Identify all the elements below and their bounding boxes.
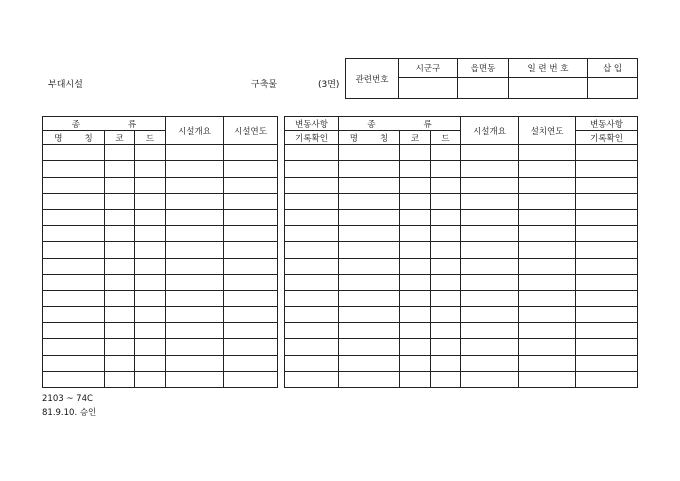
table-cell[interactable] — [224, 210, 278, 226]
table-cell[interactable] — [431, 177, 461, 193]
table-cell[interactable] — [285, 274, 339, 290]
table-cell[interactable] — [461, 307, 519, 323]
table-cell[interactable] — [461, 242, 519, 258]
table-cell[interactable] — [105, 371, 135, 387]
table-row — [43, 161, 278, 177]
ref-col-serial: 일 련 번 호 — [509, 59, 588, 78]
table-row — [43, 145, 278, 161]
kind-header-right: 종 류 — [339, 117, 461, 131]
table-cell[interactable] — [431, 307, 461, 323]
table-cell[interactable] — [576, 371, 638, 387]
table-cell[interactable] — [224, 177, 278, 193]
table-cell[interactable] — [285, 145, 339, 161]
table-cell[interactable] — [43, 161, 105, 177]
table-cell[interactable] — [135, 145, 166, 161]
table-cell[interactable] — [166, 258, 224, 274]
table-cell[interactable] — [135, 274, 166, 290]
table-row — [43, 371, 278, 387]
table-cell[interactable] — [166, 307, 224, 323]
code-header-right-b: 드 — [431, 131, 461, 145]
table-cell[interactable] — [285, 339, 339, 355]
code-header-right: 드 — [135, 131, 166, 145]
table-cell[interactable] — [519, 290, 576, 306]
ref-field-serial[interactable] — [509, 78, 588, 99]
table-cell[interactable] — [105, 274, 135, 290]
table-cell[interactable] — [285, 242, 339, 258]
table-cell[interactable] — [43, 226, 105, 242]
table-cell[interactable] — [105, 193, 135, 209]
table-cell[interactable] — [519, 161, 576, 177]
table-cell[interactable] — [285, 307, 339, 323]
table-cell[interactable] — [135, 242, 166, 258]
table-cell[interactable] — [519, 323, 576, 339]
table-row — [43, 290, 278, 306]
table-cell[interactable] — [431, 226, 461, 242]
table-cell[interactable] — [166, 161, 224, 177]
table-cell[interactable] — [576, 258, 638, 274]
table-cell[interactable] — [339, 290, 400, 306]
table-cell[interactable] — [224, 161, 278, 177]
table-cell[interactable] — [431, 258, 461, 274]
building-label: 구축물 — [251, 80, 278, 90]
table-row — [43, 226, 278, 242]
table-cell[interactable] — [339, 210, 400, 226]
table-cell[interactable] — [224, 193, 278, 209]
table-row — [43, 323, 278, 339]
change2-header-top: 변동사항 — [576, 117, 638, 131]
table-row — [43, 258, 278, 274]
table-cell[interactable] — [43, 323, 105, 339]
table-cell[interactable] — [224, 258, 278, 274]
approval-date: 81.9.10. 승인 — [42, 408, 97, 418]
table-cell[interactable] — [519, 242, 576, 258]
table-cell[interactable] — [339, 145, 400, 161]
table-cell[interactable] — [431, 274, 461, 290]
table-cell[interactable] — [339, 193, 400, 209]
table-cell[interactable] — [431, 339, 461, 355]
table-cell[interactable] — [519, 210, 576, 226]
change2-header-bottom: 기록확인 — [576, 131, 638, 145]
table-cell[interactable] — [519, 145, 576, 161]
table-cell[interactable] — [105, 339, 135, 355]
table-row — [43, 355, 278, 371]
table-cell[interactable] — [576, 177, 638, 193]
table-cell[interactable] — [105, 177, 135, 193]
table-row — [43, 274, 278, 290]
table-cell[interactable] — [400, 177, 431, 193]
table-cell[interactable] — [576, 145, 638, 161]
table-cell[interactable] — [431, 242, 461, 258]
table-cell[interactable] — [400, 193, 431, 209]
table-cell[interactable] — [431, 145, 461, 161]
ref-col-town: 읍면동 — [458, 59, 509, 78]
table-cell[interactable] — [400, 371, 431, 387]
table-cell[interactable] — [105, 258, 135, 274]
table-cell[interactable] — [576, 161, 638, 177]
table-cell[interactable] — [285, 210, 339, 226]
table-cell[interactable] — [576, 339, 638, 355]
table-cell[interactable] — [224, 145, 278, 161]
reference-number-table — [345, 58, 638, 99]
table-row — [43, 177, 278, 193]
table-cell[interactable] — [339, 242, 400, 258]
table-cell[interactable] — [431, 193, 461, 209]
table-cell[interactable] — [576, 242, 638, 258]
code-header-right-a: 코 — [400, 131, 431, 145]
table-cell[interactable] — [400, 307, 431, 323]
table-cell[interactable] — [576, 323, 638, 339]
table-row — [43, 210, 278, 226]
table-cell[interactable] — [135, 177, 166, 193]
ref-field-insert[interactable] — [588, 78, 638, 99]
table-cell[interactable] — [339, 371, 400, 387]
change-header-bottom: 기록확인 — [285, 131, 339, 145]
table-cell[interactable] — [576, 274, 638, 290]
table-cell[interactable] — [519, 193, 576, 209]
table-cell[interactable] — [519, 339, 576, 355]
table-cell[interactable] — [166, 355, 224, 371]
table-cell[interactable] — [461, 323, 519, 339]
table-cell[interactable] — [285, 193, 339, 209]
table-cell[interactable] — [224, 290, 278, 306]
form-number: 2103 ~ 74C — [42, 394, 93, 404]
table-cell[interactable] — [285, 355, 339, 371]
table-row — [285, 323, 638, 339]
table-row — [43, 307, 278, 323]
table-cell[interactable] — [224, 226, 278, 242]
ref-field-district[interactable] — [399, 78, 458, 99]
ref-col-insert: 삽 입 — [588, 59, 638, 78]
table-cell[interactable] — [519, 355, 576, 371]
table-cell[interactable] — [461, 145, 519, 161]
table-cell[interactable] — [431, 290, 461, 306]
table-cell[interactable] — [285, 290, 339, 306]
table-cell[interactable] — [105, 145, 135, 161]
table-cell[interactable] — [166, 145, 224, 161]
table-cell[interactable] — [519, 258, 576, 274]
table-row — [285, 274, 638, 290]
table-cell[interactable] — [400, 258, 431, 274]
table-row — [285, 258, 638, 274]
table-cell[interactable] — [105, 323, 135, 339]
table-cell[interactable] — [166, 177, 224, 193]
table-row — [285, 355, 638, 371]
table-cell[interactable] — [43, 355, 105, 371]
right-facility-table — [284, 116, 638, 388]
table-cell[interactable] — [105, 210, 135, 226]
table-cell[interactable] — [339, 177, 400, 193]
table-row — [285, 371, 638, 387]
table-cell[interactable] — [166, 323, 224, 339]
table-cell[interactable] — [339, 307, 400, 323]
table-cell[interactable] — [285, 258, 339, 274]
table-row — [285, 177, 638, 193]
name-header-right: 명 칭 — [339, 131, 400, 145]
table-cell[interactable] — [166, 339, 224, 355]
table-cell[interactable] — [576, 307, 638, 323]
table-cell[interactable] — [135, 193, 166, 209]
table-cell[interactable] — [43, 339, 105, 355]
table-cell[interactable] — [339, 355, 400, 371]
table-cell[interactable] — [461, 355, 519, 371]
change-header-top: 변동사항 — [285, 117, 339, 131]
table-cell[interactable] — [43, 307, 105, 323]
table-cell[interactable] — [576, 193, 638, 209]
table-cell[interactable] — [224, 274, 278, 290]
table-cell[interactable] — [135, 307, 166, 323]
table-cell[interactable] — [43, 242, 105, 258]
table-cell[interactable] — [400, 290, 431, 306]
table-cell[interactable] — [461, 177, 519, 193]
table-row — [43, 193, 278, 209]
table-row — [285, 290, 638, 306]
table-cell[interactable] — [135, 226, 166, 242]
table-cell[interactable] — [166, 210, 224, 226]
table-cell[interactable] — [461, 258, 519, 274]
table-cell[interactable] — [519, 274, 576, 290]
table-cell[interactable] — [135, 371, 166, 387]
table-cell[interactable] — [166, 242, 224, 258]
table-row — [285, 339, 638, 355]
table-cell[interactable] — [576, 290, 638, 306]
table-cell[interactable] — [576, 226, 638, 242]
table-cell[interactable] — [576, 355, 638, 371]
table-row — [285, 161, 638, 177]
section-title: 부대시설 — [48, 80, 83, 90]
table-cell[interactable] — [224, 371, 278, 387]
table-cell[interactable] — [339, 161, 400, 177]
table-cell[interactable] — [43, 177, 105, 193]
table-cell[interactable] — [166, 193, 224, 209]
table-cell[interactable] — [519, 371, 576, 387]
table-cell[interactable] — [461, 290, 519, 306]
table-row — [285, 145, 638, 161]
table-cell[interactable] — [400, 323, 431, 339]
table-cell[interactable] — [461, 274, 519, 290]
table-cell[interactable] — [400, 226, 431, 242]
table-cell[interactable] — [400, 242, 431, 258]
table-cell[interactable] — [339, 339, 400, 355]
table-cell[interactable] — [135, 258, 166, 274]
table-row — [285, 193, 638, 209]
year-header: 시설연도 — [224, 117, 278, 145]
table-cell[interactable] — [461, 210, 519, 226]
table-cell[interactable] — [43, 145, 105, 161]
table-cell[interactable] — [43, 290, 105, 306]
table-cell[interactable] — [135, 323, 166, 339]
code-header-left: 코 — [105, 131, 135, 145]
table-cell[interactable] — [400, 210, 431, 226]
table-cell[interactable] — [285, 177, 339, 193]
name-header: 명 칭 — [43, 131, 105, 145]
table-cell[interactable] — [339, 258, 400, 274]
table-cell[interactable] — [224, 323, 278, 339]
table-cell[interactable] — [285, 323, 339, 339]
table-cell[interactable] — [519, 177, 576, 193]
table-cell[interactable] — [400, 339, 431, 355]
kind-header: 종 류 — [43, 117, 166, 131]
ref-label: 관련번호 — [346, 59, 399, 99]
table-row — [285, 242, 638, 258]
table-cell[interactable] — [43, 210, 105, 226]
table-cell[interactable] — [339, 274, 400, 290]
table-row — [285, 307, 638, 323]
table-row — [285, 226, 638, 242]
table-cell[interactable] — [135, 161, 166, 177]
table-cell[interactable] — [285, 371, 339, 387]
left-facility-table — [42, 116, 278, 388]
table-cell[interactable] — [519, 307, 576, 323]
table-cell[interactable] — [105, 307, 135, 323]
table-cell[interactable] — [400, 145, 431, 161]
table-cell[interactable] — [431, 323, 461, 339]
table-cell[interactable] — [431, 210, 461, 226]
table-cell[interactable] — [400, 355, 431, 371]
table-cell[interactable] — [461, 226, 519, 242]
table-cell[interactable] — [105, 242, 135, 258]
table-cell[interactable] — [461, 339, 519, 355]
table-cell[interactable] — [339, 323, 400, 339]
table-cell[interactable] — [400, 274, 431, 290]
overview-header: 시설개요 — [166, 117, 224, 145]
table-row — [43, 242, 278, 258]
ref-col-district: 시군구 — [399, 59, 458, 78]
table-cell[interactable] — [461, 193, 519, 209]
table-cell[interactable] — [285, 161, 339, 177]
table-cell[interactable] — [105, 355, 135, 371]
table-cell[interactable] — [461, 371, 519, 387]
table-cell[interactable] — [135, 355, 166, 371]
table-row — [285, 210, 638, 226]
table-row — [43, 339, 278, 355]
table-cell[interactable] — [135, 210, 166, 226]
table-cell[interactable] — [105, 290, 135, 306]
table-cell[interactable] — [224, 355, 278, 371]
table-cell[interactable] — [43, 193, 105, 209]
table-cell[interactable] — [461, 161, 519, 177]
table-cell[interactable] — [43, 274, 105, 290]
page-number: (3면) — [318, 80, 340, 90]
table-cell[interactable] — [166, 371, 224, 387]
table-cell[interactable] — [285, 226, 339, 242]
table-cell[interactable] — [43, 371, 105, 387]
table-cell[interactable] — [431, 161, 461, 177]
table-cell[interactable] — [224, 339, 278, 355]
table-cell[interactable] — [339, 226, 400, 242]
table-cell[interactable] — [166, 226, 224, 242]
table-cell[interactable] — [105, 161, 135, 177]
table-cell[interactable] — [519, 226, 576, 242]
table-cell[interactable] — [105, 226, 135, 242]
table-cell[interactable] — [431, 355, 461, 371]
table-cell[interactable] — [135, 290, 166, 306]
overview-header-right: 시설개요 — [461, 117, 519, 145]
table-cell[interactable] — [400, 161, 431, 177]
table-cell[interactable] — [224, 307, 278, 323]
table-cell[interactable] — [224, 242, 278, 258]
install-year-header: 설치연도 — [519, 117, 576, 145]
table-cell[interactable] — [135, 339, 166, 355]
table-cell[interactable] — [166, 274, 224, 290]
table-cell[interactable] — [43, 258, 105, 274]
table-cell[interactable] — [166, 290, 224, 306]
table-cell[interactable] — [431, 371, 461, 387]
table-cell[interactable] — [576, 210, 638, 226]
ref-field-town[interactable] — [458, 78, 509, 99]
